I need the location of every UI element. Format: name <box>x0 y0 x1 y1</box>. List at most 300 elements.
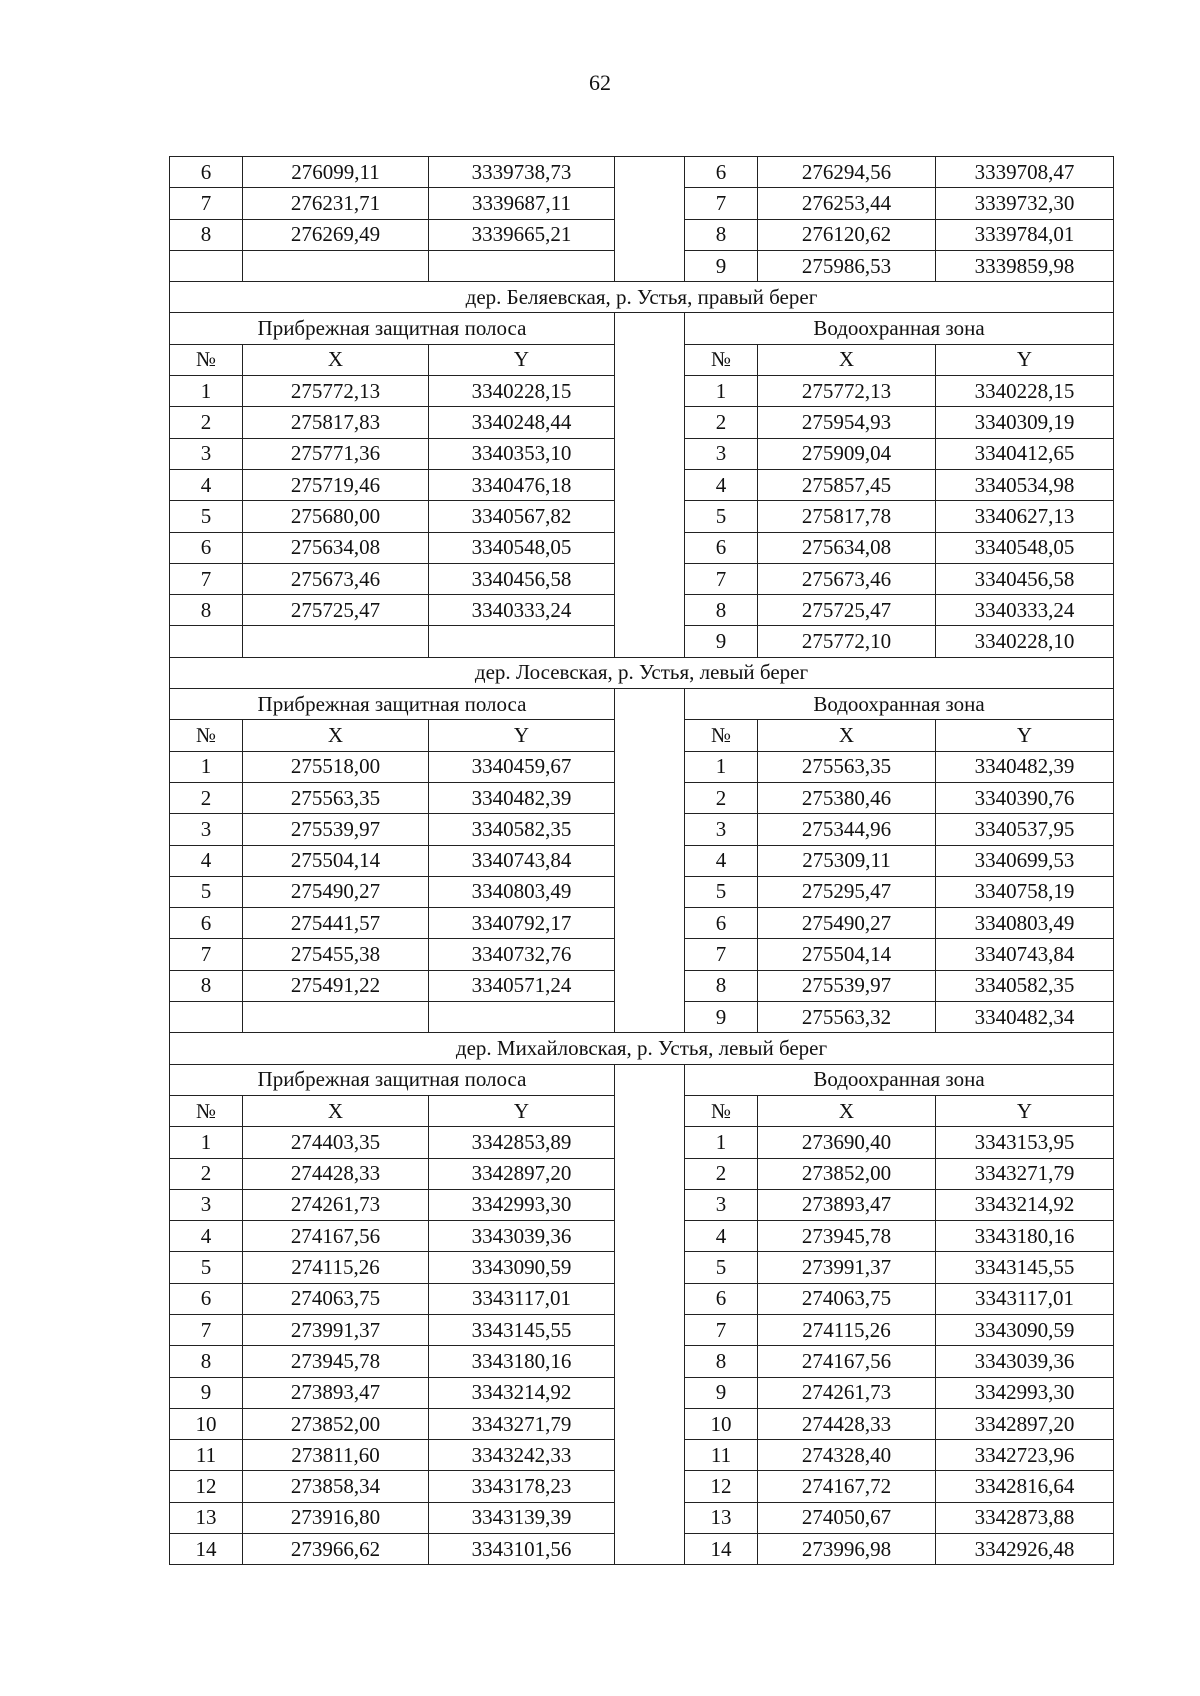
right-y-cell: 3339784,01 <box>936 219 1114 250</box>
right-number-cell: 7 <box>685 1314 758 1345</box>
left-x-cell: 273858,34 <box>243 1471 429 1502</box>
left-x-cell: 275817,83 <box>243 407 429 438</box>
left-x-cell: 273966,62 <box>243 1534 429 1565</box>
left-number-header: № <box>170 1095 243 1126</box>
right-y-cell: 3340390,76 <box>936 782 1114 813</box>
header-row <box>170 344 1114 375</box>
left-y-cell: 3343139,39 <box>429 1502 615 1533</box>
table-row <box>170 782 1114 813</box>
right-x-cell: 276253,44 <box>758 188 936 219</box>
left-y-cell: 3340333,24 <box>429 595 615 626</box>
right-x-cell: 273893,47 <box>758 1189 936 1220</box>
right-x-cell: 273945,78 <box>758 1221 936 1252</box>
right-x-cell: 273690,40 <box>758 1127 936 1158</box>
gap-cell <box>615 720 685 751</box>
right-x-cell: 274063,75 <box>758 1283 936 1314</box>
left-number-cell: 7 <box>170 188 243 219</box>
left-x-cell: 274167,56 <box>243 1221 429 1252</box>
gap-cell <box>615 1064 685 1095</box>
gap-cell <box>615 782 685 813</box>
right-number-cell: 3 <box>685 814 758 845</box>
gap-cell <box>615 157 685 188</box>
left-y-cell: 3340482,39 <box>429 782 615 813</box>
left-y-cell <box>429 626 615 657</box>
left-y-cell: 3343039,36 <box>429 1221 615 1252</box>
left-number-cell: 12 <box>170 1471 243 1502</box>
right-y-cell: 3343145,55 <box>936 1252 1114 1283</box>
table-row <box>170 469 1114 500</box>
left-number-cell: 4 <box>170 1221 243 1252</box>
table-row <box>170 1283 1114 1314</box>
right-number-cell: 4 <box>685 1221 758 1252</box>
right-number-cell: 6 <box>685 532 758 563</box>
gap-cell <box>615 1158 685 1189</box>
gap-cell <box>615 1252 685 1283</box>
subtitle-row <box>170 1064 1114 1095</box>
left-number-header: № <box>170 720 243 751</box>
right-y-cell: 3339732,30 <box>936 188 1114 219</box>
left-x-cell <box>243 1002 429 1033</box>
right-x-cell: 274328,40 <box>758 1440 936 1471</box>
right-x-cell: 275295,47 <box>758 876 936 907</box>
left-x-cell: 273991,37 <box>243 1314 429 1345</box>
right-x-cell: 274115,26 <box>758 1314 936 1345</box>
left-x-cell <box>243 626 429 657</box>
gap-cell <box>615 313 685 344</box>
left-number-header: № <box>170 344 243 375</box>
left-number-cell: 2 <box>170 782 243 813</box>
section-title: дер. Беляевская, р. Устья, правый берег <box>170 282 1114 313</box>
right-number-cell: 9 <box>685 1377 758 1408</box>
table-row <box>170 1252 1114 1283</box>
left-y-cell: 3340567,82 <box>429 501 615 532</box>
right-y-cell: 3340228,15 <box>936 376 1114 407</box>
gap-cell <box>615 595 685 626</box>
right-x-cell: 273852,00 <box>758 1158 936 1189</box>
left-x-cell: 274261,73 <box>243 1189 429 1220</box>
left-y-cell: 3343214,92 <box>429 1377 615 1408</box>
right-x-header: X <box>758 720 936 751</box>
right-y-cell: 3342723,96 <box>936 1440 1114 1471</box>
left-y-cell: 3342853,89 <box>429 1127 615 1158</box>
left-number-cell: 6 <box>170 532 243 563</box>
left-y-cell: 3340459,67 <box>429 751 615 782</box>
right-number-cell: 1 <box>685 376 758 407</box>
left-x-cell: 275771,36 <box>243 438 429 469</box>
left-x-cell: 275491,22 <box>243 970 429 1001</box>
section-title: дер. Михайловская, р. Устья, левый берег <box>170 1033 1114 1064</box>
left-number-cell: 2 <box>170 1158 243 1189</box>
right-y-cell: 3340582,35 <box>936 970 1114 1001</box>
left-x-cell: 276099,11 <box>243 157 429 188</box>
table-row <box>170 595 1114 626</box>
right-y-cell: 3342816,64 <box>936 1471 1114 1502</box>
right-x-cell: 274261,73 <box>758 1377 936 1408</box>
left-x-cell: 273916,80 <box>243 1502 429 1533</box>
right-number-cell: 4 <box>685 845 758 876</box>
right-number-cell: 8 <box>685 970 758 1001</box>
left-number-cell: 6 <box>170 157 243 188</box>
gap-cell <box>615 1002 685 1033</box>
gap-cell <box>615 1534 685 1565</box>
left-number-cell: 3 <box>170 814 243 845</box>
left-x-cell: 275719,46 <box>243 469 429 500</box>
left-x-cell <box>243 250 429 281</box>
left-y-header: Y <box>429 720 615 751</box>
left-y-cell: 3343090,59 <box>429 1252 615 1283</box>
right-y-cell: 3343117,01 <box>936 1283 1114 1314</box>
left-x-cell: 276231,71 <box>243 188 429 219</box>
right-x-cell: 275857,45 <box>758 469 936 500</box>
left-y-cell: 3343117,01 <box>429 1283 615 1314</box>
right-number-cell: 5 <box>685 876 758 907</box>
left-y-cell: 3342993,30 <box>429 1189 615 1220</box>
section-title: дер. Лосевская, р. Устья, левый берег <box>170 657 1114 688</box>
right-x-cell: 275909,04 <box>758 438 936 469</box>
left-number-cell: 11 <box>170 1440 243 1471</box>
right-number-cell: 3 <box>685 438 758 469</box>
left-y-cell: 3340228,15 <box>429 376 615 407</box>
right-number-cell: 4 <box>685 469 758 500</box>
right-x-cell: 275563,35 <box>758 751 936 782</box>
left-y-cell <box>429 250 615 281</box>
left-x-cell: 275441,57 <box>243 908 429 939</box>
left-number-cell: 8 <box>170 970 243 1001</box>
header-row <box>170 720 1114 751</box>
right-x-cell: 276294,56 <box>758 157 936 188</box>
gap-cell <box>615 376 685 407</box>
right-number-header: № <box>685 344 758 375</box>
right-number-cell: 9 <box>685 1002 758 1033</box>
subtitle-row <box>170 689 1114 720</box>
right-number-cell: 2 <box>685 407 758 438</box>
left-y-cell: 3340743,84 <box>429 845 615 876</box>
section-title-row <box>170 282 1114 313</box>
table-row <box>170 376 1114 407</box>
left-x-cell: 275563,35 <box>243 782 429 813</box>
right-y-header: Y <box>936 1095 1114 1126</box>
left-y-cell: 3343242,33 <box>429 1440 615 1471</box>
left-number-cell: 4 <box>170 469 243 500</box>
coordinates-table-body <box>170 157 1114 1565</box>
table-row <box>170 1127 1114 1158</box>
right-y-cell: 3340534,98 <box>936 469 1114 500</box>
right-x-cell: 275725,47 <box>758 595 936 626</box>
gap-cell <box>615 845 685 876</box>
right-number-cell: 8 <box>685 1346 758 1377</box>
right-x-cell: 274167,72 <box>758 1471 936 1502</box>
left-number-cell <box>170 250 243 281</box>
right-x-cell: 275539,97 <box>758 970 936 1001</box>
header-row <box>170 1095 1114 1126</box>
left-x-cell: 274403,35 <box>243 1127 429 1158</box>
left-number-cell: 14 <box>170 1534 243 1565</box>
gap-cell <box>615 908 685 939</box>
left-number-cell: 2 <box>170 407 243 438</box>
right-y-cell: 3342993,30 <box>936 1377 1114 1408</box>
left-x-header: X <box>243 1095 429 1126</box>
right-y-cell: 3339859,98 <box>936 250 1114 281</box>
left-x-cell: 275673,46 <box>243 563 429 594</box>
left-number-cell: 5 <box>170 876 243 907</box>
left-number-cell: 3 <box>170 438 243 469</box>
right-y-cell: 3342926,48 <box>936 1534 1114 1565</box>
gap-cell <box>615 344 685 375</box>
right-number-cell: 1 <box>685 1127 758 1158</box>
right-y-cell: 3340309,19 <box>936 407 1114 438</box>
right-x-cell: 275817,78 <box>758 501 936 532</box>
right-y-header: Y <box>936 344 1114 375</box>
gap-cell <box>615 1127 685 1158</box>
gap-cell <box>615 814 685 845</box>
gap-cell <box>615 501 685 532</box>
left-number-cell: 1 <box>170 751 243 782</box>
table-row <box>170 1314 1114 1345</box>
right-y-cell: 3340482,34 <box>936 1002 1114 1033</box>
right-x-cell: 275673,46 <box>758 563 936 594</box>
left-table-title: Прибрежная защитная полоса <box>170 689 615 720</box>
gap-cell <box>615 689 685 720</box>
left-x-cell: 274063,75 <box>243 1283 429 1314</box>
left-number-cell: 8 <box>170 219 243 250</box>
left-y-cell: 3340792,17 <box>429 908 615 939</box>
table-row <box>170 1471 1114 1502</box>
left-y-header: Y <box>429 1095 615 1126</box>
right-number-cell: 5 <box>685 1252 758 1283</box>
left-number-cell: 6 <box>170 1283 243 1314</box>
right-number-cell: 9 <box>685 250 758 281</box>
right-y-cell: 3343180,16 <box>936 1221 1114 1252</box>
left-x-cell: 275725,47 <box>243 595 429 626</box>
left-number-cell: 7 <box>170 1314 243 1345</box>
gap-cell <box>615 219 685 250</box>
gap-cell <box>615 250 685 281</box>
left-x-cell: 276269,49 <box>243 219 429 250</box>
left-y-cell <box>429 1002 615 1033</box>
table-row <box>170 970 1114 1001</box>
section-title-row <box>170 657 1114 688</box>
gap-cell <box>615 1408 685 1439</box>
left-number-cell: 8 <box>170 1346 243 1377</box>
right-y-cell: 3340803,49 <box>936 908 1114 939</box>
right-number-cell: 10 <box>685 1408 758 1439</box>
gap-cell <box>615 939 685 970</box>
table-row <box>170 908 1114 939</box>
left-number-cell: 4 <box>170 845 243 876</box>
right-number-cell: 8 <box>685 219 758 250</box>
gap-cell <box>615 188 685 219</box>
right-number-cell: 7 <box>685 188 758 219</box>
left-y-header: Y <box>429 344 615 375</box>
right-x-header: X <box>758 344 936 375</box>
table-row <box>170 845 1114 876</box>
left-y-cell: 3340582,35 <box>429 814 615 845</box>
right-x-cell: 275563,32 <box>758 1002 936 1033</box>
left-number-cell: 8 <box>170 595 243 626</box>
right-x-cell: 275634,08 <box>758 532 936 563</box>
table-row <box>170 1440 1114 1471</box>
left-y-cell: 3340456,58 <box>429 563 615 594</box>
right-y-cell: 3340627,13 <box>936 501 1114 532</box>
table-row <box>170 751 1114 782</box>
left-x-cell: 275490,27 <box>243 876 429 907</box>
right-x-cell: 274167,56 <box>758 1346 936 1377</box>
left-x-header: X <box>243 720 429 751</box>
table-row <box>170 1221 1114 1252</box>
right-x-cell: 275380,46 <box>758 782 936 813</box>
right-number-cell: 6 <box>685 908 758 939</box>
right-y-cell: 3340333,24 <box>936 595 1114 626</box>
right-x-cell: 275490,27 <box>758 908 936 939</box>
right-y-cell: 3339708,47 <box>936 157 1114 188</box>
table-row <box>170 1158 1114 1189</box>
right-x-header: X <box>758 1095 936 1126</box>
right-number-cell: 7 <box>685 563 758 594</box>
table-row <box>170 219 1114 250</box>
left-x-cell: 275680,00 <box>243 501 429 532</box>
right-number-cell: 6 <box>685 1283 758 1314</box>
gap-cell <box>615 1221 685 1252</box>
left-y-cell: 3342897,20 <box>429 1158 615 1189</box>
page-number: 62 <box>589 70 611 95</box>
coordinates-table <box>169 156 1114 1565</box>
left-y-cell: 3340571,24 <box>429 970 615 1001</box>
right-x-cell: 275772,13 <box>758 376 936 407</box>
table-row <box>170 814 1114 845</box>
right-y-cell: 3342897,20 <box>936 1408 1114 1439</box>
left-x-cell: 275518,00 <box>243 751 429 782</box>
left-y-cell: 3340732,76 <box>429 939 615 970</box>
table-row <box>170 1534 1114 1565</box>
left-table-title: Прибрежная защитная полоса <box>170 1064 615 1095</box>
subtitle-row <box>170 313 1114 344</box>
right-number-cell: 6 <box>685 157 758 188</box>
left-x-cell: 273945,78 <box>243 1346 429 1377</box>
left-table-title: Прибрежная защитная полоса <box>170 313 615 344</box>
left-x-cell: 273811,60 <box>243 1440 429 1471</box>
section-title-row <box>170 1033 1114 1064</box>
left-number-cell: 7 <box>170 939 243 970</box>
left-x-cell: 273852,00 <box>243 1408 429 1439</box>
right-x-cell: 276120,62 <box>758 219 936 250</box>
left-y-cell: 3343178,23 <box>429 1471 615 1502</box>
right-y-cell: 3340412,65 <box>936 438 1114 469</box>
right-x-cell: 274050,67 <box>758 1502 936 1533</box>
right-y-cell: 3340228,10 <box>936 626 1114 657</box>
table-row <box>170 250 1114 281</box>
table-row <box>170 1377 1114 1408</box>
right-y-cell: 3343039,36 <box>936 1346 1114 1377</box>
gap-cell <box>615 626 685 657</box>
left-x-cell: 275455,38 <box>243 939 429 970</box>
right-number-cell: 5 <box>685 501 758 532</box>
right-number-cell: 14 <box>685 1534 758 1565</box>
left-x-cell: 274115,26 <box>243 1252 429 1283</box>
left-y-cell: 3343101,56 <box>429 1534 615 1565</box>
left-y-cell: 3339738,73 <box>429 157 615 188</box>
left-x-cell: 275539,97 <box>243 814 429 845</box>
right-y-header: Y <box>936 720 1114 751</box>
right-x-cell: 274428,33 <box>758 1408 936 1439</box>
table-row <box>170 532 1114 563</box>
gap-cell <box>615 1377 685 1408</box>
right-y-cell: 3340758,19 <box>936 876 1114 907</box>
left-y-cell: 3340248,44 <box>429 407 615 438</box>
gap-cell <box>615 469 685 500</box>
gap-cell <box>615 1095 685 1126</box>
right-number-cell: 12 <box>685 1471 758 1502</box>
right-y-cell: 3340548,05 <box>936 532 1114 563</box>
table-row <box>170 157 1114 188</box>
left-number-cell: 13 <box>170 1502 243 1533</box>
right-number-cell: 7 <box>685 939 758 970</box>
left-number-cell: 10 <box>170 1408 243 1439</box>
right-number-cell: 2 <box>685 782 758 813</box>
right-y-cell: 3343271,79 <box>936 1158 1114 1189</box>
right-number-header: № <box>685 1095 758 1126</box>
table-row <box>170 626 1114 657</box>
left-number-cell <box>170 1002 243 1033</box>
gap-cell <box>615 532 685 563</box>
left-y-cell: 3343145,55 <box>429 1314 615 1345</box>
gap-cell <box>615 407 685 438</box>
left-x-cell: 273893,47 <box>243 1377 429 1408</box>
table-row <box>170 876 1114 907</box>
left-x-header: X <box>243 344 429 375</box>
left-number-cell: 3 <box>170 1189 243 1220</box>
gap-cell <box>615 876 685 907</box>
gap-cell <box>615 970 685 1001</box>
left-y-cell: 3340476,18 <box>429 469 615 500</box>
right-y-cell: 3342873,88 <box>936 1502 1114 1533</box>
table-row <box>170 1408 1114 1439</box>
table-row <box>170 1189 1114 1220</box>
right-x-cell: 275504,14 <box>758 939 936 970</box>
right-number-header: № <box>685 720 758 751</box>
gap-cell <box>615 1502 685 1533</box>
right-number-cell: 2 <box>685 1158 758 1189</box>
right-x-cell: 275954,93 <box>758 407 936 438</box>
left-number-cell: 1 <box>170 376 243 407</box>
gap-cell <box>615 1283 685 1314</box>
gap-cell <box>615 563 685 594</box>
right-number-cell: 11 <box>685 1440 758 1471</box>
left-y-cell: 3340548,05 <box>429 532 615 563</box>
right-x-cell: 275986,53 <box>758 250 936 281</box>
table-row <box>170 438 1114 469</box>
right-table-title: Водоохранная зона <box>685 689 1114 720</box>
gap-cell <box>615 751 685 782</box>
right-x-cell: 273991,37 <box>758 1252 936 1283</box>
right-y-cell: 3340482,39 <box>936 751 1114 782</box>
left-y-cell: 3343180,16 <box>429 1346 615 1377</box>
table-row <box>170 501 1114 532</box>
right-y-cell: 3343214,92 <box>936 1189 1114 1220</box>
right-number-cell: 9 <box>685 626 758 657</box>
right-x-cell: 275772,10 <box>758 626 936 657</box>
right-y-cell: 3343153,95 <box>936 1127 1114 1158</box>
right-number-cell: 3 <box>685 1189 758 1220</box>
gap-cell <box>615 438 685 469</box>
table-row <box>170 1502 1114 1533</box>
right-table-title: Водоохранная зона <box>685 313 1114 344</box>
left-x-cell: 274428,33 <box>243 1158 429 1189</box>
gap-cell <box>615 1314 685 1345</box>
left-number-cell: 6 <box>170 908 243 939</box>
right-x-cell: 273996,98 <box>758 1534 936 1565</box>
gap-cell <box>615 1346 685 1377</box>
right-x-cell: 275344,96 <box>758 814 936 845</box>
